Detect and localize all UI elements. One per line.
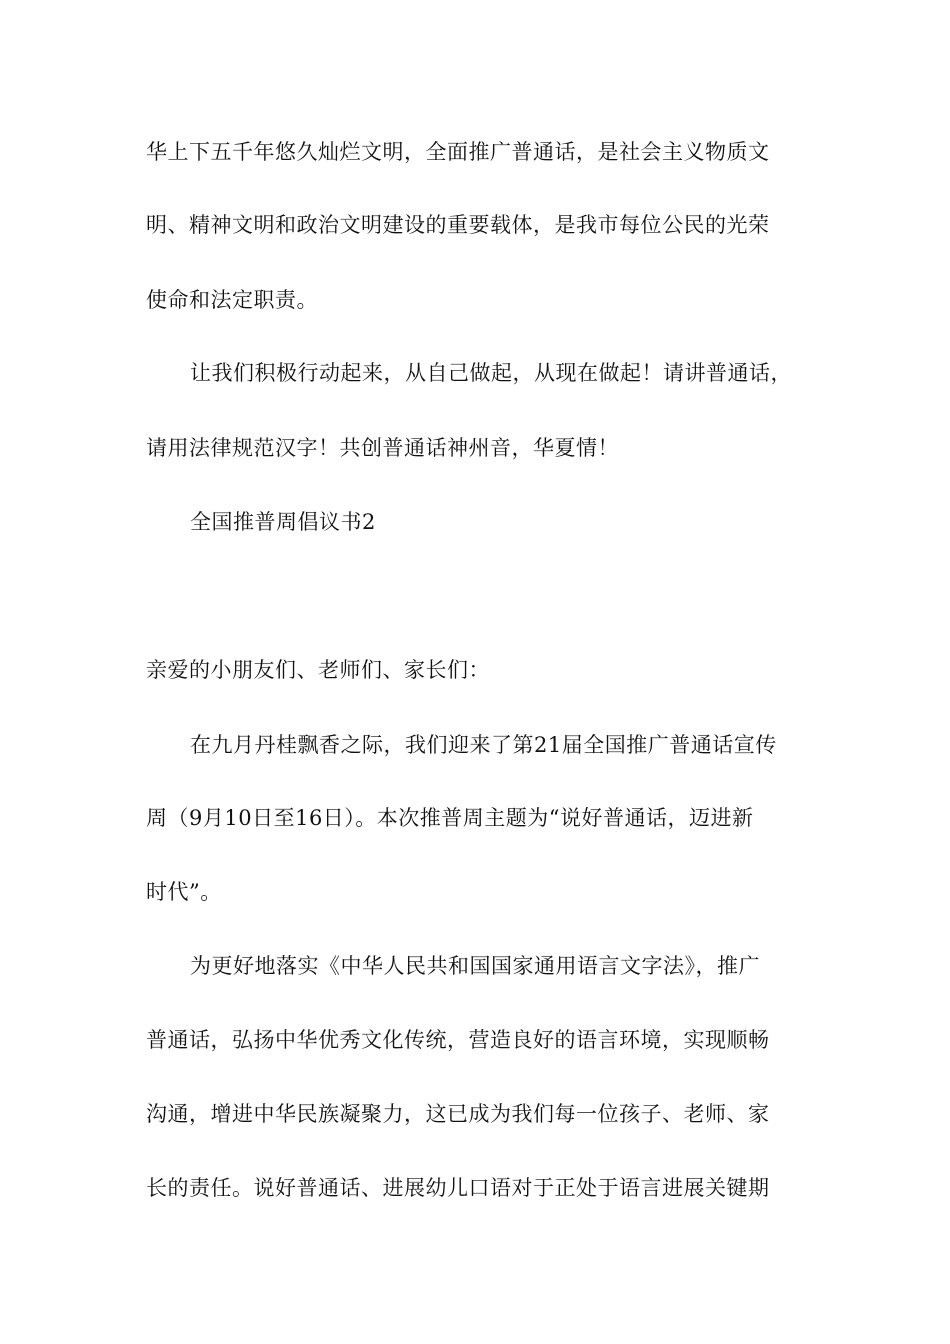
paragraph-line: 使命和法定职责。: [146, 288, 318, 312]
paragraph-line: 明、精神文明和政治文明建设的重要载体，是我市每位公民的光荣: [146, 213, 770, 237]
paragraph-line: 周（9月10日至16日）。本次推普周主题为“说好普通话，迈进新: [146, 806, 754, 830]
paragraph-line: 沟通，增进中华民族凝聚力，这已成为我们每一位孩子、老师、家: [146, 1102, 770, 1126]
paragraph-line: 请用法律规范汉字！共创普通话神州音，华夏情！: [146, 436, 619, 460]
paragraph-line: 长的责任。说好普通话、进展幼儿口语对于正处于语言进展关键期: [146, 1176, 770, 1200]
paragraph-line: 华上下五千年悠久灿烂文明，全面推广普通话，是社会主义物质文: [146, 140, 770, 164]
salutation: 亲爱的小朋友们、老师们、家长们：: [146, 658, 490, 682]
paragraph-line: 为更好地落实《中华人民共和国国家通用语言文字法》，推广: [190, 954, 760, 978]
paragraph-line: 时代”。: [146, 880, 222, 904]
paragraph-line: 在九月丹桂飘香之际，我们迎来了第21届全国推广普通话宣传: [190, 733, 777, 757]
paragraph-line: 普通话，弘扬中华优秀文化传统，营造良好的语言环境，实现顺畅: [146, 1028, 770, 1052]
paragraph-line: 让我们积极行动起来，从自己做起，从现在做起！请讲普通话，: [190, 361, 792, 385]
section-title: 全国推普周倡议书2: [190, 510, 376, 534]
